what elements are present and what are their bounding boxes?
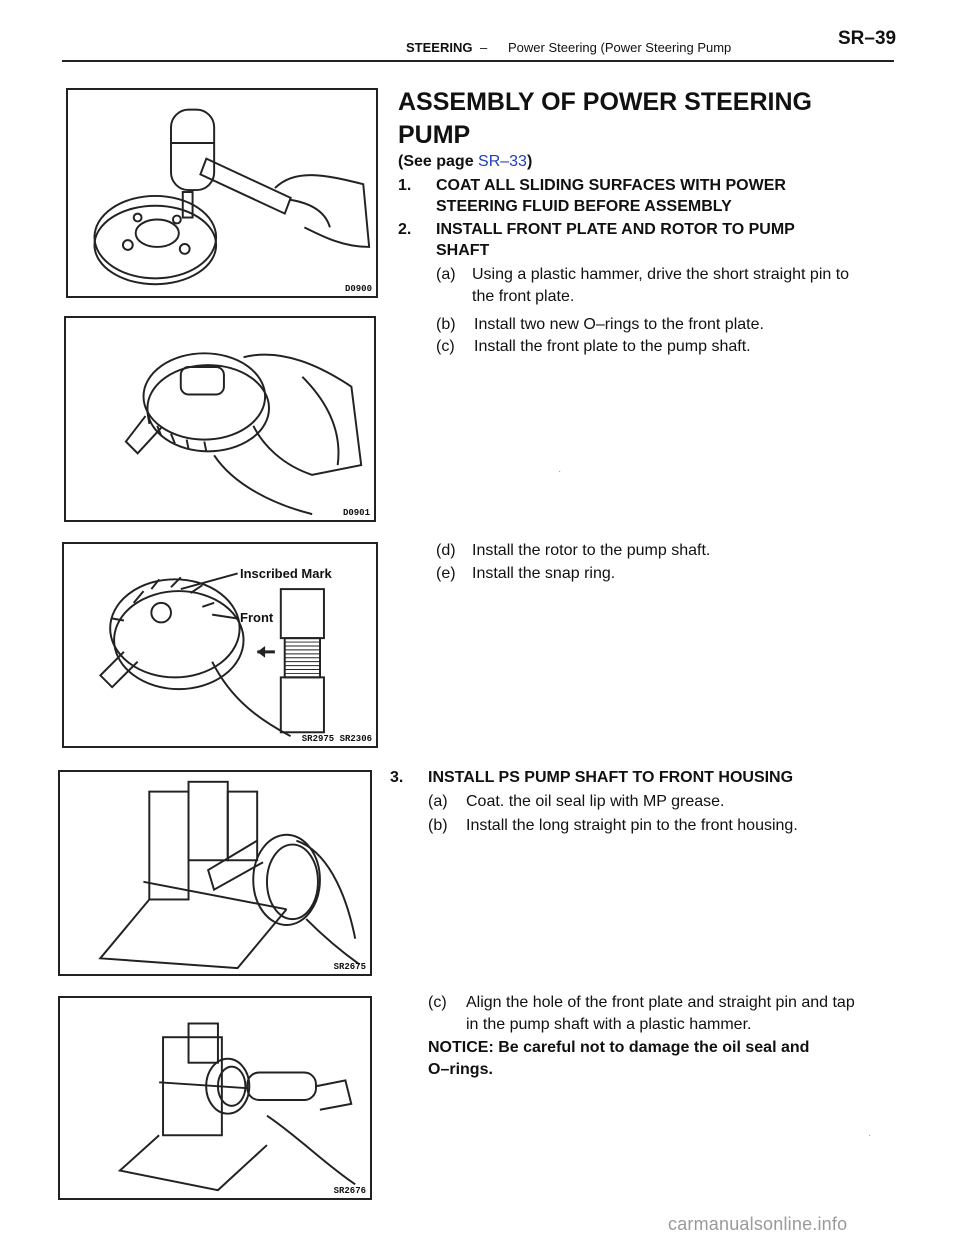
step-2e-label: (e) — [436, 565, 456, 582]
step-3a-label: (a) — [428, 793, 448, 810]
step-3-number: 3. — [390, 769, 404, 786]
header-rule — [62, 60, 894, 62]
figure-code: SR2975 SR2306 — [301, 734, 372, 744]
step-2c-text: Install the front plate to the pump shaft. — [474, 338, 751, 355]
step-2-line-1: INSTALL FRONT PLATE AND ROTOR TO PUMP — [436, 221, 795, 238]
page-number: SR–39 — [838, 28, 897, 49]
step-3c-label: (c) — [428, 994, 447, 1011]
see-page-suffix: ) — [526, 153, 533, 170]
step-3-text: INSTALL PS PUMP SHAFT TO FRONT HOUSING — [428, 769, 794, 786]
hammer-illustration — [68, 90, 376, 296]
notice-line-2: O–rings. — [428, 1061, 493, 1078]
see-page-link[interactable]: SR–33 — [478, 153, 527, 170]
scan-speck: · — [868, 1130, 872, 1141]
step-3c-line-1: Align the hole of the front plate and straight pin and tap — [466, 994, 855, 1011]
step-1-line-2: STEERING FLUID BEFORE ASSEMBLY — [436, 198, 732, 215]
step-2d-label: (d) — [436, 542, 456, 559]
align-shaft-illustration — [60, 998, 370, 1198]
figure-code: SR2675 — [333, 962, 366, 972]
notice-line-1: NOTICE: Be careful not to damage the oil seal and — [428, 1039, 810, 1056]
step-1-number: 1. — [398, 177, 412, 194]
figure-front-plate-install — [64, 316, 376, 522]
step-3a-text: Coat. the oil seal lip with MP grease. — [466, 793, 725, 810]
figure-pump-shaft-housing — [58, 770, 372, 976]
step-3b-label: (b) — [428, 817, 448, 834]
step-2a-label: (a) — [436, 266, 456, 283]
figure-align-tap-shaft — [58, 996, 372, 1200]
title-line-2: PUMP — [398, 121, 471, 149]
front-plate-illustration — [66, 318, 374, 520]
figure-code: D0900 — [344, 284, 372, 294]
step-2b-text: Install two new O–rings to the front plate. — [474, 316, 764, 333]
header-subsection: Power Steering (Power Steering Pump — [508, 40, 732, 55]
see-page-prefix: (See page — [398, 153, 479, 170]
see-page-reference — [398, 152, 532, 172]
step-2-line-2: SHAFT — [436, 242, 490, 259]
callout-front: Front — [240, 610, 274, 625]
pump-housing-illustration — [60, 772, 370, 974]
figure-hammer-front-plate — [66, 88, 378, 298]
page-header — [0, 0, 960, 66]
step-1-line-1: COAT ALL SLIDING SURFACES WITH POWER — [436, 177, 786, 194]
scan-speck: · — [558, 466, 562, 477]
figure-rotor-install — [62, 542, 378, 748]
step-2-number: 2. — [398, 221, 412, 238]
step-3b-text: Install the long straight pin to the front housing. — [466, 817, 798, 834]
step-2e-text: Install the snap ring. — [472, 565, 616, 582]
step-2c-label: (c) — [436, 338, 455, 355]
step-2a-line-2: the front plate. — [472, 288, 575, 305]
step-3c-line-2: in the pump shaft with a plastic hammer. — [466, 1016, 752, 1033]
step-2b-label: (b) — [436, 316, 456, 333]
figure-code: SR2676 — [333, 1186, 366, 1196]
header-dash: – — [480, 40, 488, 55]
watermark: carmanualsonline.info — [668, 1214, 848, 1234]
title-line-1: ASSEMBLY OF POWER STEERING — [398, 88, 812, 116]
header-section: STEERING — [406, 40, 473, 55]
callout-inscribed-mark: Inscribed Mark — [240, 566, 332, 581]
page-title — [398, 86, 918, 152]
figure-code: D0901 — [342, 508, 370, 518]
step-2d-text: Install the rotor to the pump shaft. — [472, 542, 711, 559]
step-2a-line-1: Using a plastic hammer, drive the short straight pin to — [472, 266, 850, 283]
